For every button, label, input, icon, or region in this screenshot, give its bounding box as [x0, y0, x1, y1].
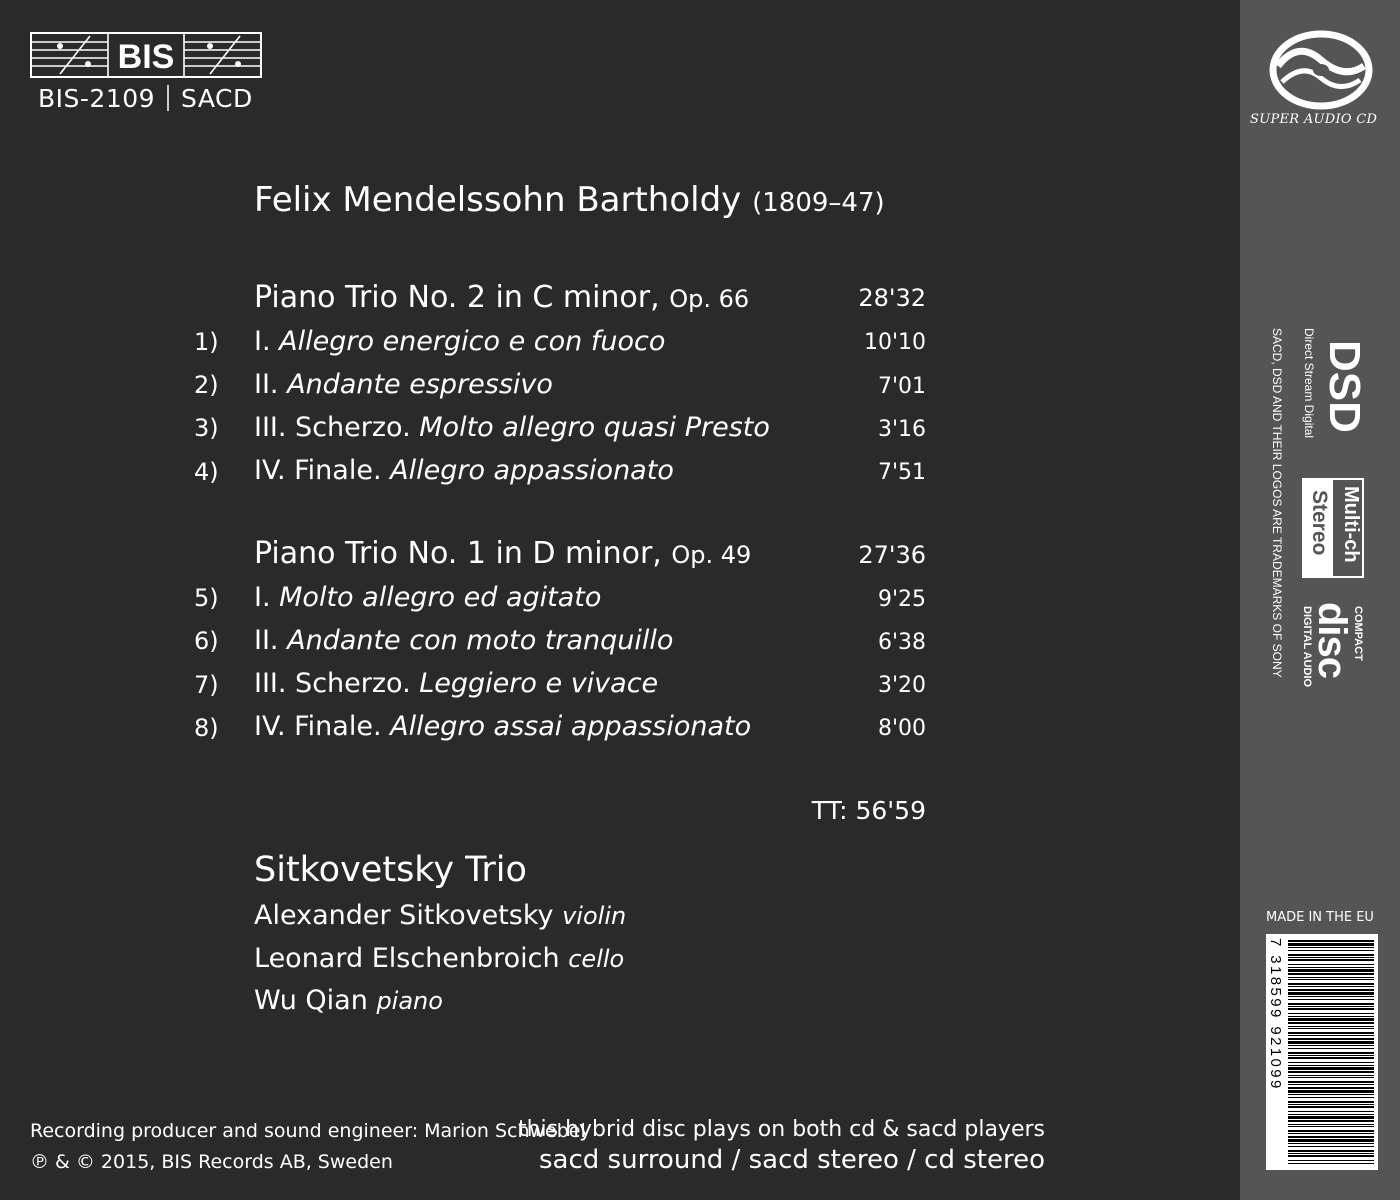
track-title: III. Scherzo. Leggiero e vivace: [254, 668, 659, 699]
barcode-bar: [1288, 1071, 1374, 1073]
barcode-bar: [1288, 1075, 1374, 1076]
barcode-bar: [1288, 1139, 1374, 1142]
track-title: IV. Finale. Allegro assai appassionato: [254, 711, 752, 742]
barcode-bar: [1288, 1081, 1374, 1083]
barcode-bar: [1288, 1003, 1374, 1005]
track-number: 3): [194, 414, 219, 442]
barcode-bar: [1288, 989, 1374, 991]
barcode-bar: [1288, 1114, 1374, 1115]
barcode-bar: [1288, 1008, 1374, 1010]
barcode-bar: [1288, 992, 1374, 995]
made-in-label: MADE IN THE EU: [1266, 910, 1374, 925]
barcode-bar: [1288, 1006, 1374, 1007]
barcode-bar: [1288, 1136, 1374, 1138]
barcode-bar: [1288, 969, 1374, 972]
barcode-bar: [1288, 1013, 1374, 1014]
work-title-text: Piano Trio No. 1 in D minor,: [254, 536, 662, 571]
composer-heading: [254, 180, 885, 220]
barcode-bar: [1288, 1163, 1374, 1164]
bis-logo-text: BIS: [117, 38, 175, 76]
multich-stereo-badge: [1302, 478, 1364, 578]
barcode-bar: [1288, 967, 1374, 968]
track-number: 1): [194, 328, 219, 356]
track-number: 5): [194, 584, 219, 612]
barcode-bar: [1288, 1087, 1374, 1089]
sacd-text: SUPER AUDIO CD: [1250, 112, 1378, 127]
barcode-bar: [1288, 1026, 1374, 1027]
barcode-bar: [1288, 943, 1374, 946]
digital-audio-label: DIGITAL AUDIO: [1301, 606, 1313, 688]
barcode-bar: [1288, 1160, 1374, 1161]
barcode-digits: 7 318599 921099: [1267, 938, 1284, 1091]
barcode-bar: [1288, 1077, 1374, 1078]
barcode-bar: [1288, 1104, 1374, 1105]
barcode-bar: [1288, 954, 1374, 956]
barcode-bar: [1288, 1111, 1374, 1112]
hybrid-formats: sacd surround / sacd stereo / cd stereo: [539, 1145, 1045, 1175]
barcode-bar: [1288, 1028, 1374, 1029]
track-duration: 3'20: [877, 673, 926, 698]
track-title: IV. Finale. Allegro appassionato: [254, 455, 674, 486]
work-title: [254, 536, 751, 571]
barcode-bar: [1288, 977, 1374, 978]
catalog-number: BIS-2109: [38, 84, 156, 113]
trademark-notice: SACD, DSD AND THEIR LOGOS ARE TRADEMARKS OF SONY: [1270, 328, 1284, 678]
track-duration: 7'01: [877, 374, 926, 399]
barcode-bar: [1288, 1097, 1374, 1098]
barcode-bar: [1288, 1146, 1374, 1147]
barcode-bar: [1288, 1057, 1374, 1059]
work-duration: 28'32: [858, 284, 926, 312]
track-duration: 7'51: [877, 460, 926, 485]
performer: Leonard Elschenbroich cello: [254, 943, 625, 974]
barcode-bar: [1288, 940, 1374, 942]
barcode-bar: [1288, 957, 1374, 958]
hybrid-note: this hybrid disc plays on both cd & sacd players: [517, 1117, 1045, 1142]
performer: Wu Qian piano: [254, 985, 443, 1016]
track-number: 4): [194, 458, 219, 486]
track-number: 8): [194, 714, 219, 742]
barcode-bar: [1288, 1048, 1374, 1049]
barcode-bar: [1288, 1055, 1374, 1056]
barcode: [1266, 934, 1378, 1170]
dsd-subtitle: Direct Stream Digital: [1302, 328, 1316, 439]
barcode-bar: [1288, 1032, 1374, 1034]
barcode-bar: [1288, 983, 1374, 985]
track-duration: 3'16: [877, 417, 926, 442]
barcode-bar: [1288, 1116, 1374, 1119]
copyright-line: ℗ & © 2015, BIS Records AB, Sweden: [30, 1151, 393, 1173]
barcode-bar: [1288, 1094, 1374, 1095]
barcode-bar: [1288, 964, 1374, 965]
track-duration: 10'10: [863, 330, 926, 355]
dsd-logo: DSD: [1320, 340, 1369, 433]
barcode-bar: [1288, 959, 1374, 961]
barcode-bar: [1288, 1065, 1374, 1066]
barcode-bar: [1288, 999, 1374, 1000]
barcode-bar: [1288, 1062, 1374, 1063]
barcode-bar: [1288, 1150, 1374, 1152]
work-title-text: Piano Trio No. 2 in C minor,: [254, 280, 660, 315]
barcode-bar: [1288, 1045, 1374, 1046]
barcode-bar: [1288, 996, 1374, 997]
barcode-bar: [1288, 1022, 1374, 1024]
track-number: 7): [194, 671, 219, 699]
sacd-disc-icon: [1268, 30, 1374, 110]
barcode-bar: [1288, 1153, 1374, 1154]
barcode-bar: [1288, 1018, 1374, 1021]
barcode-bar: [1288, 1067, 1374, 1070]
performer: Alexander Sitkovetsky violin: [254, 900, 627, 931]
track-number: 6): [194, 627, 219, 655]
ensemble-name: Sitkovetsky Trio: [254, 850, 527, 890]
barcode-bar: [1288, 1155, 1374, 1157]
barcode-bar: [1288, 1133, 1374, 1134]
stereo-label: Stereo: [1308, 490, 1331, 556]
barcode-bar: [1288, 1041, 1374, 1044]
track-title: III. Scherzo. Molto allegro quasi Presto: [254, 412, 770, 443]
divider: [167, 85, 169, 111]
bis-logo: [30, 32, 262, 78]
barcode-bar: [1288, 1038, 1374, 1040]
barcode-bar: [1288, 1101, 1374, 1103]
composer-name: Felix Mendelssohn Bartholdy: [254, 180, 742, 220]
track-title: II. Andante espressivo: [254, 369, 553, 400]
barcode-bar: [1288, 947, 1374, 948]
work-opus: Op. 49: [671, 541, 752, 569]
barcode-bar: [1288, 973, 1374, 975]
barcode-bar: [1288, 1084, 1374, 1085]
compact-label: COMPACT: [1352, 606, 1364, 661]
track-title: I. Molto allegro ed agitato: [254, 582, 602, 613]
barcode-bar: [1288, 1126, 1374, 1127]
barcode-bar: [1288, 1106, 1374, 1108]
format-label: SACD: [181, 84, 253, 113]
barcode-bar: [1288, 1090, 1374, 1093]
barcode-bar: [1288, 1016, 1374, 1017]
barcode-bar: [1288, 1124, 1374, 1125]
barcode-bar: [1288, 1035, 1374, 1036]
track-duration: 9'25: [877, 587, 926, 612]
barcode-bar: [1288, 1052, 1374, 1054]
compact-disc-logo: disc: [1310, 602, 1354, 679]
work-opus: Op. 66: [669, 285, 750, 313]
barcode-bar: [1288, 979, 1374, 980]
track-duration: 6'38: [877, 630, 926, 655]
work-duration: 27'36: [858, 541, 926, 569]
barcode-bar: [1288, 1143, 1374, 1144]
track-title: II. Andante con moto tranquillo: [254, 625, 674, 656]
total-time: TT: 56'59: [811, 796, 926, 825]
work-title: [254, 280, 749, 315]
multich-label: Multi-ch: [1340, 486, 1362, 563]
barcode-bar: [1288, 1120, 1374, 1122]
composer-dates: (1809–47): [752, 188, 885, 218]
track-number: 2): [194, 371, 219, 399]
producer-credit: Recording producer and sound engineer: Marion Schwebel: [30, 1120, 586, 1142]
catalog-line: [38, 84, 253, 113]
barcode-bar: [1288, 1130, 1374, 1132]
track-duration: 8'00: [877, 716, 926, 741]
barcode-bar: [1288, 950, 1374, 951]
barcode-bar: [1288, 986, 1374, 987]
track-title: I. Allegro energico e con fuoco: [254, 326, 666, 357]
